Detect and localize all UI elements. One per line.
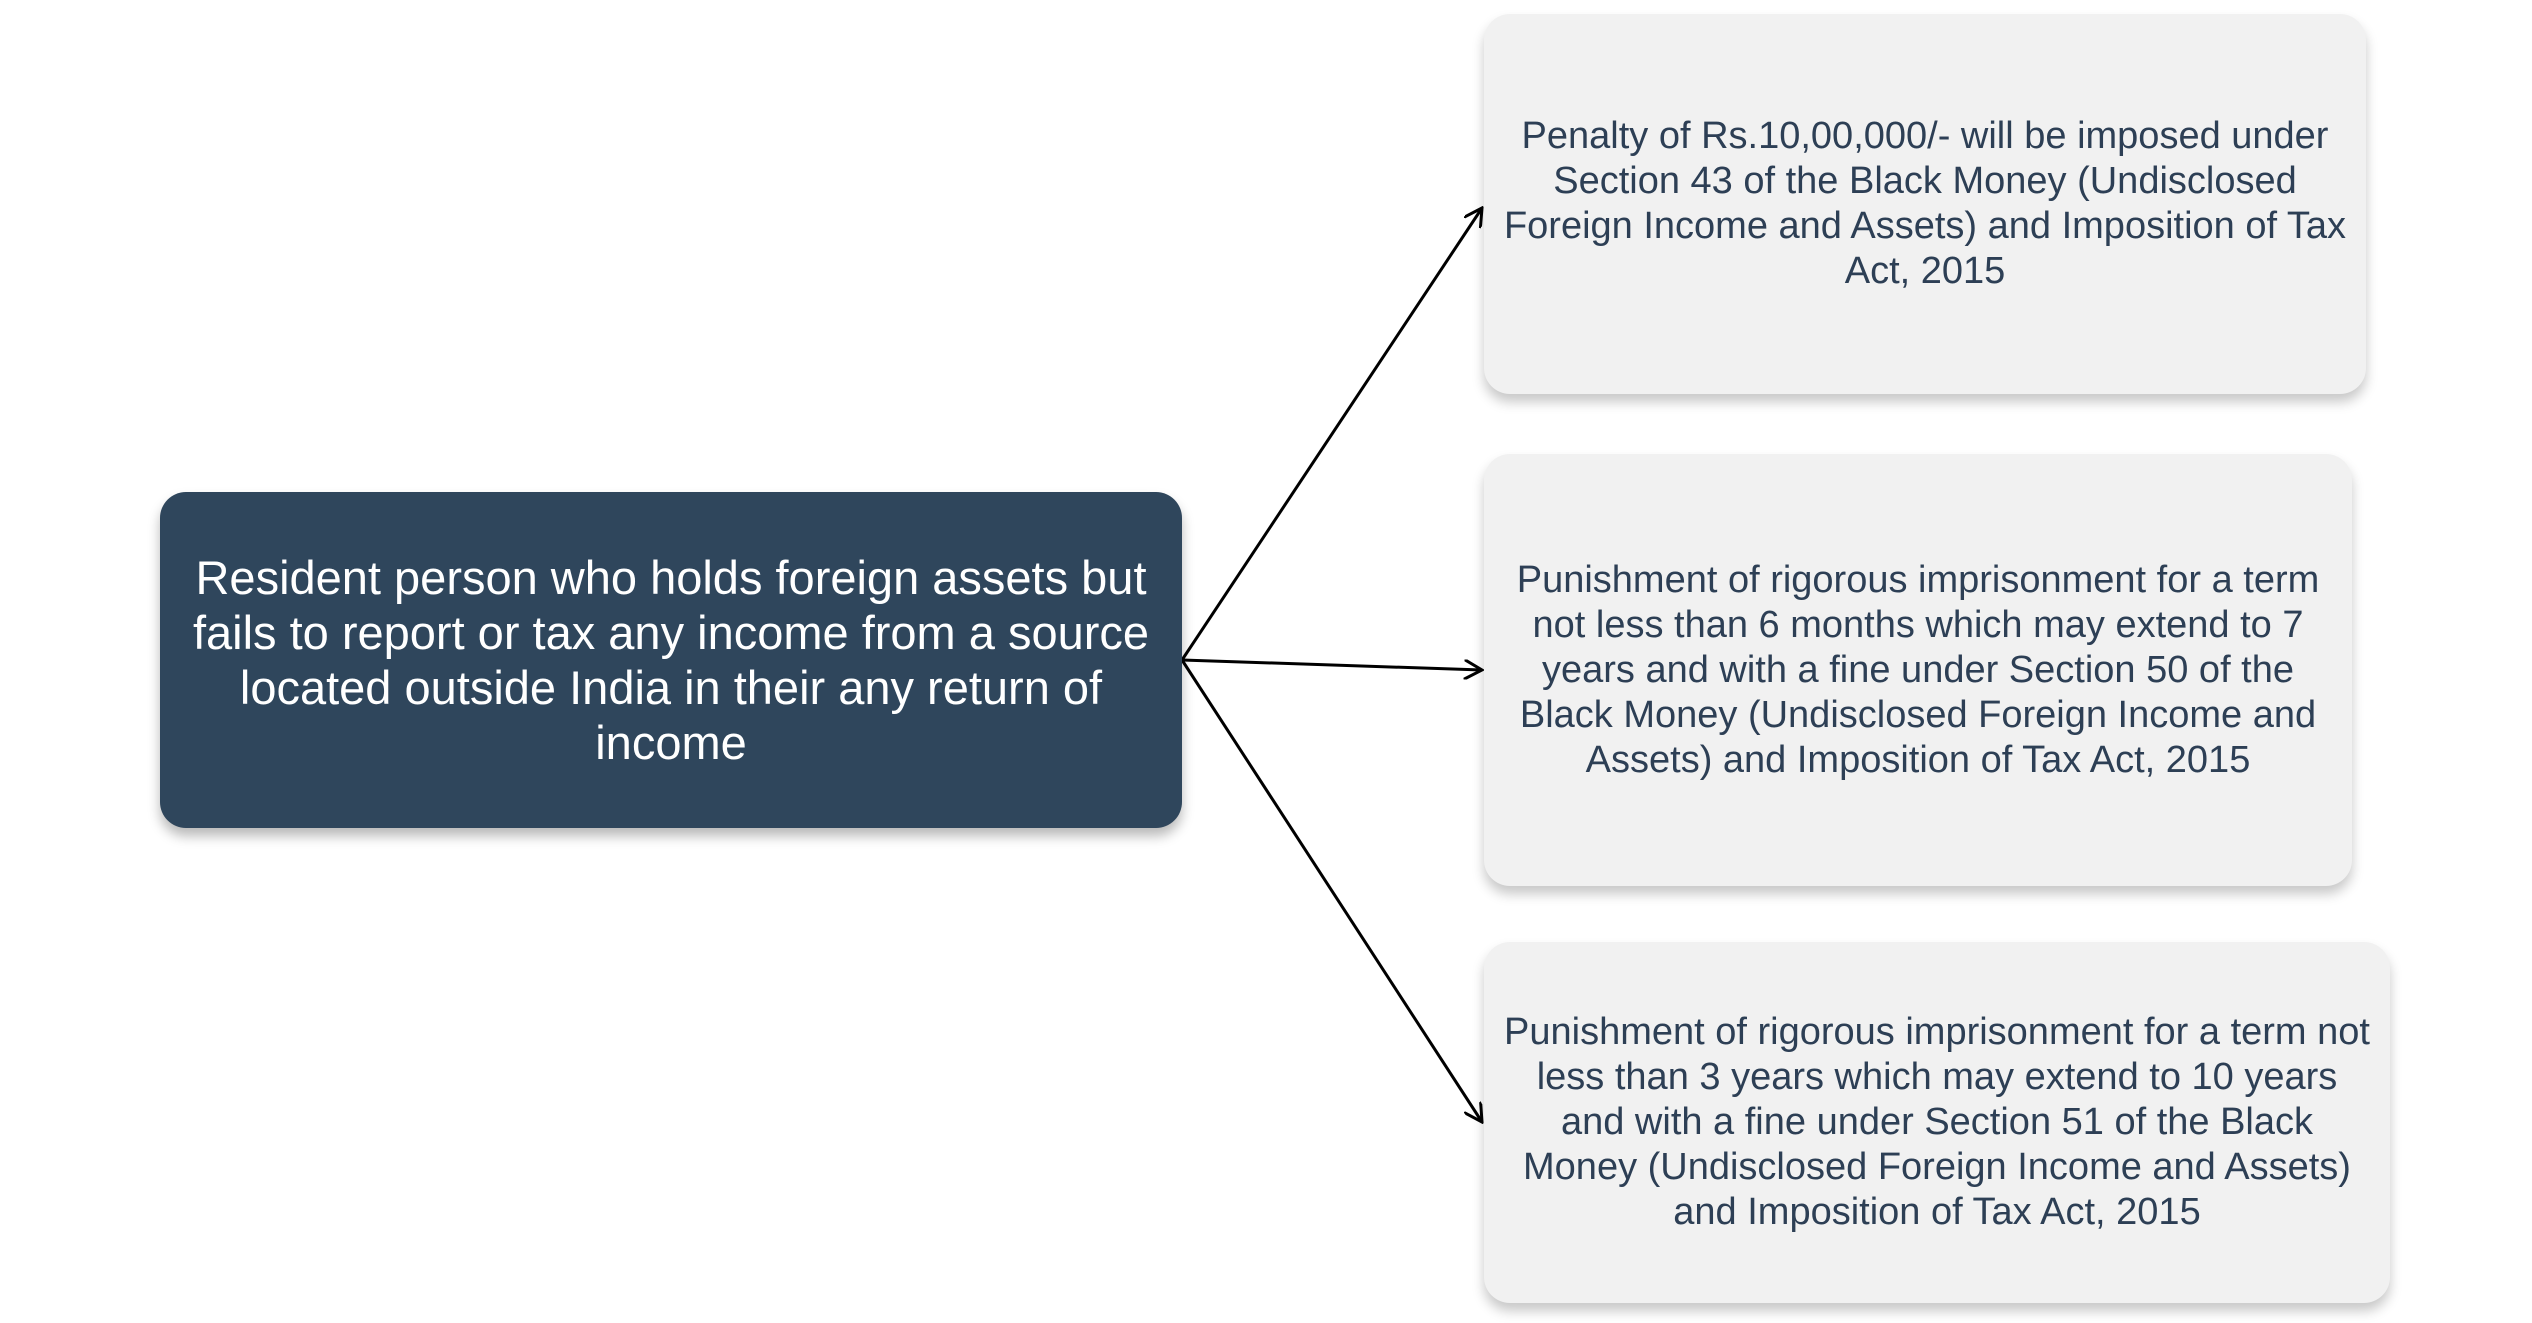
arrow-to-outcome-1 [1182, 208, 1482, 660]
outcome-node-label: Punishment of rigorous imprisonment for a term not less than 6 months which may extend to 7 years and with a fine under Section 50 of the Black Money (Undisclosed Foreign Income and Assets) and Imposition of Tax Act, 2015 [1516, 558, 2320, 781]
arrow-to-outcome-3 [1182, 660, 1482, 1122]
arrow-to-outcome-2 [1182, 660, 1482, 670]
source-node-label: Resident person who holds foreign assets but fails to report or tax any income from a source located outside India in their any return of income [192, 551, 1150, 769]
source-node [160, 492, 1182, 828]
outcome-node-label: Penalty of Rs.10,00,000/- will be imposed under Section 43 of the Black Money (Undisclosed Foreign Income and Assets) and Imposition of Tax Act, 2015 [1503, 115, 2347, 292]
outcome-node-imprisonment-7-years [1484, 454, 2352, 886]
outcome-node-label: Punishment of rigorous imprisonment for a term not less than 3 years which may extend to 10 years and with a fine under Section 51 of the Black Money (Undisclosed Foreign Income and Assets) and Imposition of Tax Act, 2015 [1504, 1011, 2370, 1233]
outcome-node-penalty [1484, 14, 2366, 394]
outcome-node-imprisonment-10-years [1484, 942, 2390, 1303]
